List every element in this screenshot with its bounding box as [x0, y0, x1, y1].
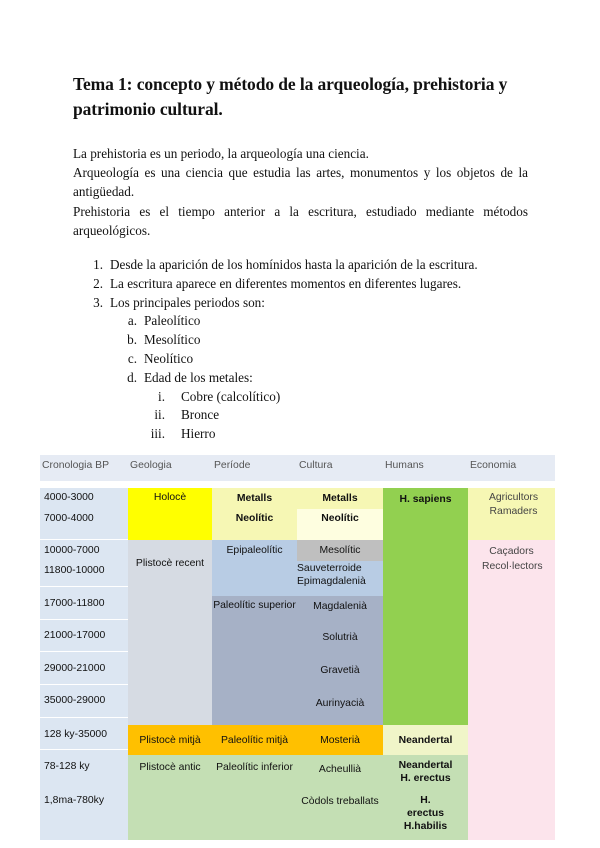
chronology-label: 11800-10000 [44, 565, 105, 576]
geologia-holocene: Holocè [128, 488, 212, 540]
row-divider [40, 651, 128, 652]
geologia-plistocene-recent: Plistocè recent [128, 540, 212, 725]
cultura-mesolitic: Mesolític [297, 540, 383, 561]
row-divider [40, 539, 128, 540]
intro-paragraph: Arqueología es una ciencia que estudia las artes, monumentos y los objetos de la antigüedad. [73, 165, 528, 200]
periode-metalls: Metalls [212, 488, 297, 509]
cultura-aurinyacia: Aurinyacià [315, 697, 365, 709]
periode-paleolitic-mitja: Paleolític mitjà [212, 725, 297, 755]
chronology-label: 7000-4000 [44, 513, 94, 524]
header-cultura: Cultura [299, 460, 333, 471]
intro-section [73, 144, 528, 240]
chronology-label: 1,8ma-780ky [44, 795, 105, 806]
periode-neolitic: Neolític [212, 509, 297, 540]
row-divider [40, 717, 128, 718]
row-divider [40, 749, 128, 750]
cultura-magdalenia: Magdalenià [313, 600, 367, 612]
header-periode: Període [214, 460, 251, 471]
humans-neandertal-erectus: Neandertal H. erectus [398, 760, 453, 784]
cultura-mosteria: Mosterià [297, 725, 383, 755]
cultura-codols-treballats: Còdols treballats [301, 795, 379, 807]
chronology-label: 128 ky-35000 [44, 729, 107, 740]
chronology-label: 29000-21000 [44, 663, 106, 674]
cultura-acheullia: Acheullià [318, 763, 362, 775]
humans-erectus-habilis: H. erectus H.habilis [403, 795, 448, 832]
intro-paragraph: Prehistoria es el tiempo anterior a la escritura, estudiado mediante métodos arqueológicos. [73, 203, 528, 238]
chronology-table [40, 455, 555, 840]
cultura-gravetia: Gravetià [320, 664, 360, 676]
document-page: Tema 1: concepto y método de la arqueología, prehistoria y patrimonio cultural. La prehistoria es un periodo, la arqueología una ciencia. Arqueología es una ciencia que estudia las artes, monumentos y los objetos de la antigüedad. Prehistoria es el tiempo anterior a la escritura, estudiado mediante métodos arqueológicos. 1. Desde la aparición de los homínidos hasta la aparición de la escritura. 2. La escritura aparece en diferentes momentos en diferentes lugares. 3. Los principales periodos son: a. Paleolítico b. Mesolítico c. Neolítico d. Edad de los metales: i. Cobre (calcolítico) ii. Bronce iii. Hierro Cronologia BP Geologia Període Cultura Humans Economia 4000-3000 7000-4000 10000-7000 11800-10000 17000-11800 21000-17000 29000-21000 35000-29000 128 ky-35000 78-128 ky 1,8ma-780ky Holocè Plistocè recent Plistocè mitjà Plistocè antic Metalls Neolític Epipaleolític Paleolític superior Paleolític mitjà Paleolític inferior Metalls Neolític Mesolític Sauveterroide Epimagdalenià Magdalenià Solutrià Gravetià Aurinyacià Mosterià Acheullià Còdols treballats H. sapiens Neandertal Neandertal H. erectus H. erectus H.habilis Agricultors Ramaders Caçadors Recol·lectors [0, 0, 600, 848]
row-divider [40, 684, 128, 685]
header-humans: Humans [385, 460, 424, 471]
row-divider [40, 586, 128, 587]
header-geologia: Geologia [130, 460, 172, 471]
header-cronologia: Cronologia BP [42, 460, 110, 471]
economia-cacadors-recollectors: Caçadors Recol·lectors [468, 540, 555, 840]
chronology-label: 21000-17000 [44, 630, 106, 641]
periode-paleolitic-inferior: Paleolític inferior [212, 755, 297, 840]
chronology-label: 10000-7000 [44, 545, 100, 556]
geologia-plistocene-mitja: Plistocè mitjà [128, 725, 212, 755]
intro-paragraph: La prehistoria es un periodo, la arqueología una ciencia. [73, 146, 369, 161]
chronology-label: 17000-11800 [44, 598, 105, 609]
chronology-label: 35000-29000 [44, 695, 106, 706]
periode-paleolitic-superior: Paleolític superior [212, 596, 297, 725]
header-economia: Economia [470, 460, 517, 471]
document-title: Tema 1: concepto y método de la arqueología, prehistoria y patrimonio cultural. [73, 74, 508, 119]
cultura-solutria: Solutrià [322, 631, 358, 643]
humans-neandertal: Neandertal [383, 725, 468, 755]
row-divider [40, 619, 128, 620]
geologia-plistocene-antic: Plistocè antic [128, 755, 212, 840]
periode-epipaleolitic: Epipaleolític [212, 540, 297, 596]
economia-agricultors-ramaders: Agricultors Ramaders [468, 488, 555, 540]
chronology-label: 4000-3000 [44, 492, 94, 503]
cultura-metalls: Metalls [297, 488, 383, 509]
humans-sapiens: H. sapiens [399, 493, 452, 505]
chronology-label: 78-128 ky [44, 761, 90, 772]
cultura-neolitic: Neolític [297, 509, 383, 540]
humans-sapiens-block [383, 488, 468, 725]
cultura-sauveterroide: Sauveterroide Epimagdalenià [297, 561, 383, 596]
